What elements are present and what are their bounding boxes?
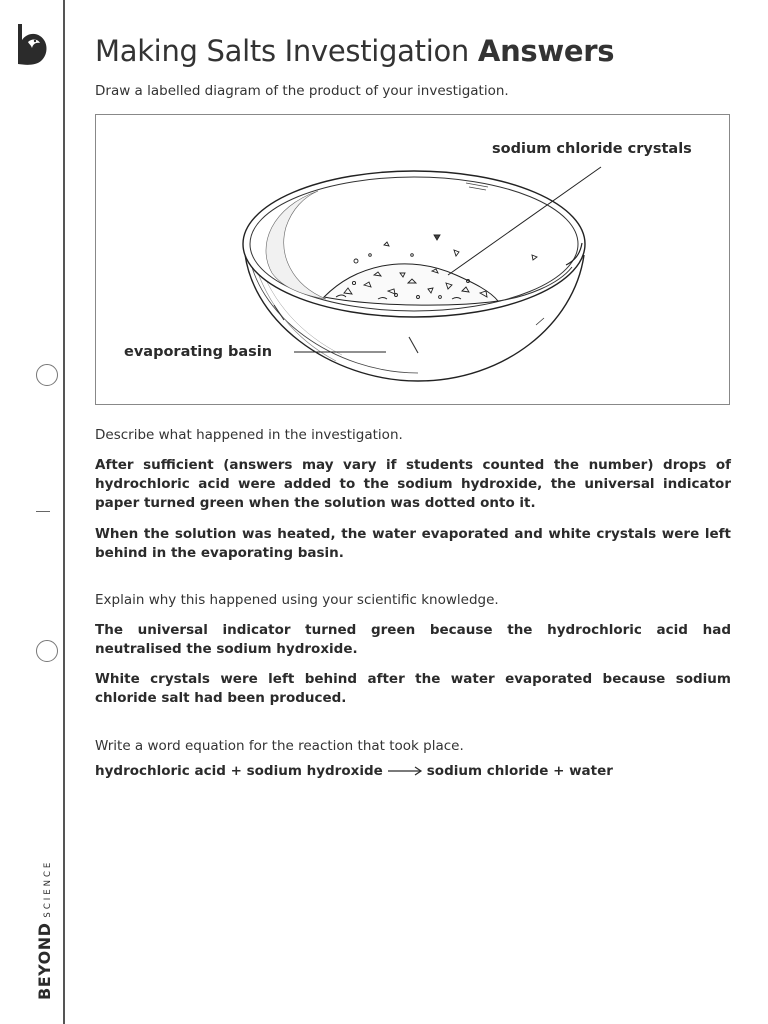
q2-answer-1: After sufficient (answers may vary if students counted the number) drops of hydrochloric acid were added to the sodium hydroxide, the universal indicator paper turned green when the solution was dotted onto it. [95,457,731,511]
equation-reactants: hydrochloric acid + sodium hydroxide [95,763,383,779]
q2-answer-2: When the solution was heated, the water evaporated and white crystals were left behind in the evaporating basin. [95,526,731,561]
punch-hole-bottom [36,640,58,662]
q1-prompt: Draw a labelled diagram of the product of your investigation. [95,83,509,99]
fold-mark [36,511,50,512]
q3-prompt: Explain why this happened using your scientific knowledge. [95,592,499,608]
equation-products: sodium chloride + water [426,763,613,779]
q4-prompt: Write a word equation for the reaction that took place. [95,738,464,754]
diagram-box [95,114,730,405]
label-sodium-chloride-crystals: sodium chloride crystals [492,141,692,157]
evaporating-basin-drawing [96,115,731,406]
label-evaporating-basin: evaporating basin [124,344,273,360]
page-title [95,34,614,68]
title-emphasis: Answers [477,34,615,68]
q2-prompt: Describe what happened in the investigation. [95,427,403,443]
margin-divider [63,0,65,1024]
brand-name-light: SCIENCE [43,859,53,918]
arrow-right-icon [387,766,423,776]
brand-wordmark [35,860,54,1000]
q3-answer-1: The universal indicator turned green because the hydrochloric acid had neutralised the sodium hydroxide. [95,622,731,657]
word-equation [95,763,613,779]
brand-name-bold: BEYOND [35,922,54,1000]
punch-hole-top [36,364,58,386]
beyond-logo-icon [14,22,52,66]
left-margin-rail [0,0,64,1024]
title-main: Making Salts Investigation [95,34,469,68]
q3-answer-2: White crystals were left behind after the water evaporated because sodium chloride salt had been produced. [95,671,731,706]
